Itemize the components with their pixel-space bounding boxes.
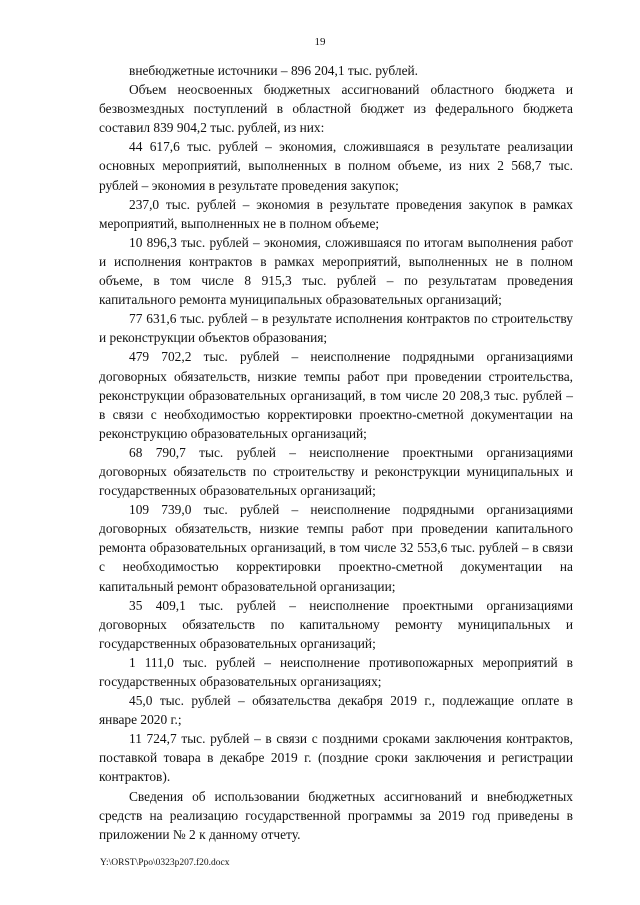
paragraph: 1 111,0 тыс. рублей – неисполнение противопожарных мероприятий в государственных образовательных организациях;: [99, 654, 573, 689]
paragraph: 68 790,7 тыс. рублей – неисполнение проектными организациями договорных обязательств по строительству и реконструкции муниципальных и государственных образовательных организаций;: [99, 444, 573, 499]
paragraph: 11 724,7 тыс. рублей – в связи с поздними сроками заключения контрактов, поставкой товара в декабре 2019 г. (поздние сроки заключения и регистрации контрактов).: [99, 731, 573, 785]
paragraph: 479 702,2 тыс. рублей – неисполнение подрядными организациями договорных обязательств, низкие темпы работ при проведении строительства, реконструкции образовательных организаций, в том числе 20 208,3 тыс. рублей – в связи с необходимостью корректировки проектно-сметной документации на реконструкцию образовательных организаций;: [99, 349, 573, 441]
paragraph: внебюджетные источники – 896 204,1 тыс. рублей.: [129, 63, 419, 78]
paragraph: 44 617,6 тыс. рублей – экономия, сложившаяся в результате реализации основных мероприятий, выполненных в полном объеме, из них 2 568,7 тыс. рублей – экономия в результате проведения закупок;: [99, 139, 573, 193]
paragraph: Объем неосвоенных бюджетных ассигнований областного бюджета и безвозмездных поступлений в областной бюджет из федерального бюджета составил 839 904,2 тыс. рублей, из них:: [99, 82, 573, 136]
paragraph: 10 896,3 тыс. рублей – экономия, сложившаяся по итогам выполнения работ и исполнения контрактов в рамках мероприятий, выполненных не в полном объеме, в том числе 8 915,3 тыс. рублей – по результатам проведения капитального ремонта муниципальных образовательных организаций;: [99, 234, 573, 308]
paragraph: 77 631,6 тыс. рублей – в результате исполнения контрактов по строительству и реконструкции объектов образования;: [99, 311, 573, 346]
document-body: [99, 61, 573, 844]
paragraph: Сведения об использовании бюджетных ассигнований и внебюджетных средств на реализацию государственной программы за 2019 год приведены в приложении № 2 к данному отчету.: [99, 788, 573, 842]
paragraph: 237,0 тыс. рублей – экономия в результате проведения закупок в рамках мероприятий, выполненных не в полном объеме;: [99, 196, 573, 231]
footer-file-path: Y:\ORST\Ppo\0323p207.f20.docx: [100, 858, 230, 868]
paragraph: 35 409,1 тыс. рублей – неисполнение проектными организациями договорных обязательств по капитальному ремонту муниципальных и государственных образовательных организаций;: [99, 597, 573, 651]
paragraph: 45,0 тыс. рублей – обязательства декабря 2019 г., подлежащие оплате в январе 2020 г.;: [99, 693, 573, 728]
page-number: 19: [314, 36, 326, 48]
paragraph: 109 739,0 тыс. рублей – неисполнение подрядными организациями договорных обязательств, низкие темпы работ при проведении капитального ремонта образовательных организаций, в том числе 32 553,6 тыс. рублей – в связи с необходимостью корректировки проектно-сметной документации на капитальный ремонт образовательной организации;: [99, 502, 573, 594]
